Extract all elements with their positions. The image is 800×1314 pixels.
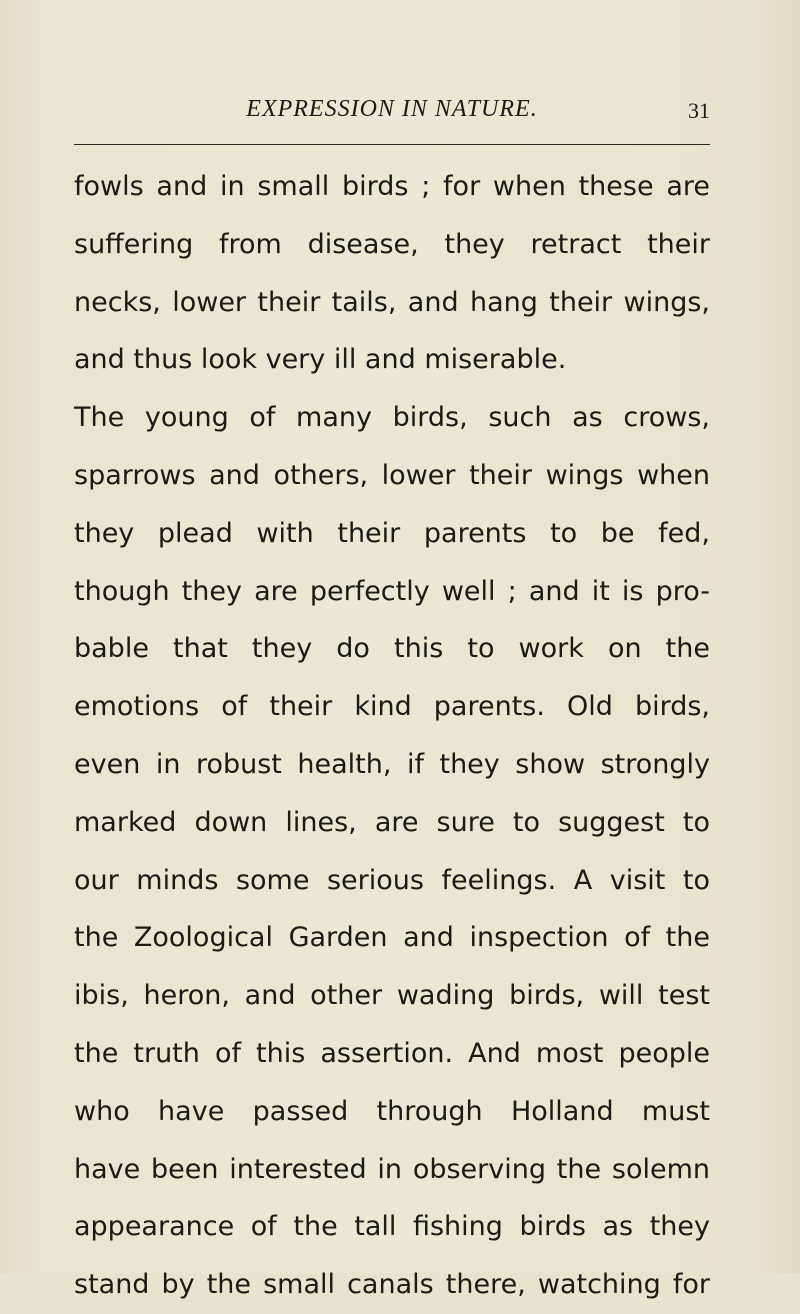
text-line: though they are perfectly well ; and it is pro- — [74, 575, 710, 607]
text-line: marked down lines, are sure to suggest to — [74, 806, 710, 838]
text-line: the truth of this assertion. And most people — [74, 1037, 710, 1069]
text-line: bable that they do this to work on the — [74, 633, 710, 665]
text-line: and thus look very ill and miserable. — [74, 344, 567, 376]
text-line: have been interested in observing the solemn — [74, 1153, 710, 1185]
body-text — [74, 158, 710, 1314]
page-number: 31 — [688, 98, 710, 123]
text-line: the Zoological Garden and inspection of the — [74, 922, 710, 954]
header-rule — [74, 144, 710, 145]
text-line: even in robust health, if they show strongly — [74, 748, 710, 780]
text-line: sparrows and others, lower their wings when — [74, 459, 710, 491]
text-line: our minds some serious feelings. A visit to — [74, 864, 710, 896]
text-line: fowls and in small birds ; for when these are — [74, 171, 710, 202]
running-head — [74, 96, 710, 136]
running-title: EXPRESSION IN NATURE. — [246, 96, 538, 122]
text-line: suffering from disease, they retract their — [74, 228, 710, 260]
text-line: who have passed through Holland must — [74, 1095, 710, 1127]
text-line: appearance of the tall fishing birds as they — [74, 1211, 710, 1243]
text-line: emotions of their kind parents. Old birds, — [74, 691, 710, 723]
text-line: necks, lower their tails, and hang their wings, — [74, 286, 710, 318]
text-line: stand by the small canals there, watching for — [74, 1269, 710, 1301]
text-line: they plead with their parents to be fed, — [74, 517, 710, 549]
text-line: The young of many birds, such as crows, — [74, 402, 710, 434]
text-line: ibis, heron, and other wading birds, will test — [74, 980, 710, 1012]
